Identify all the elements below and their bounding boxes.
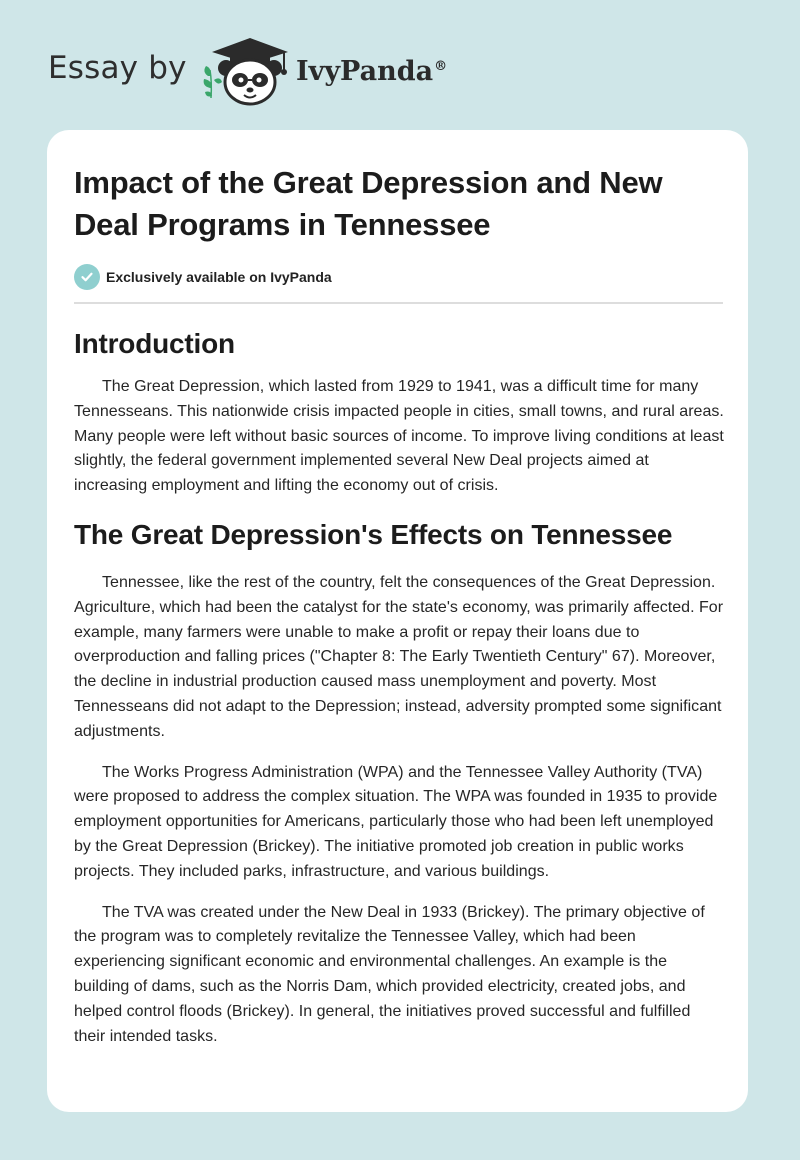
- paragraph: The TVA was created under the New Deal in 1933 (Brickey). The primary objective of the program was to completely revitalize the Tennessee Valley, which had been experiencing significant economic and environmental challenges. An example is the building of dams, such as the Norris Dam, which provided electricity, created jobs, and helped control floods (Brickey). In general, the initiatives proved successful and fulfilled their intended tasks.: [74, 903, 705, 1045]
- site-header: [0, 0, 800, 130]
- paragraph: Tennessee, like the rest of the country, felt the consequences of the Great Depression. Agriculture, which had been the catalyst for the state's economy, was primarily affected. For example, many farmers were unable to make a profit or repay their loans due to overproduction and falling prices ("Chapter 8: The Early Twentieth Century" 67). Moreover, the decline in industrial production caused mass unemployment and poverty. Most Tennesseans did not adapt to the Depression; instead, adversity prompted some significant adjustments.: [74, 573, 724, 740]
- essay-card: [47, 130, 748, 1112]
- check-circle-icon: [74, 264, 100, 290]
- paragraph: The Great Depression, which lasted from 1929 to 1941, was a difficult time for many Tennesseans. This nationwide crisis impacted people in cities, small towns, and rural areas. Many people were left without basic sources of income. To improve living conditions at least slightly, the federal government implemented several New Deal projects aimed at increasing employment and lifting the economy out of crisis.: [74, 378, 724, 495]
- title-divider: [74, 302, 723, 304]
- panda-graduate-icon[interactable]: [200, 36, 296, 108]
- exclusive-badge-text: Exclusively available on IvyPanda: [106, 269, 332, 285]
- exclusive-badge: [74, 263, 332, 291]
- essay-body: [74, 324, 726, 1065]
- essay-title: Impact of the Great Depression and New Deal Programs in Tennessee: [74, 165, 663, 242]
- section-heading-introduction: Introduction: [74, 328, 235, 359]
- essay-by-label: Essay by: [48, 50, 187, 86]
- paragraph: The Works Progress Administration (WPA) and the Tennessee Valley Authority (TVA) were proposed to address the complex situation. The WPA was founded in 1935 to provide employment opportunities for Americans, particularly those who had been left unemployed by the Great Depression (Brickey). The initiative promoted job creation in public works projects. They included parks, infrastructure, and various buildings.: [74, 763, 718, 880]
- registered-mark: ®: [434, 59, 448, 74]
- section-heading-effects: The Great Depression's Effects on Tennessee: [74, 518, 673, 550]
- brand-logo-text[interactable]: [296, 56, 447, 87]
- brand-name: IvyPanda: [296, 56, 434, 87]
